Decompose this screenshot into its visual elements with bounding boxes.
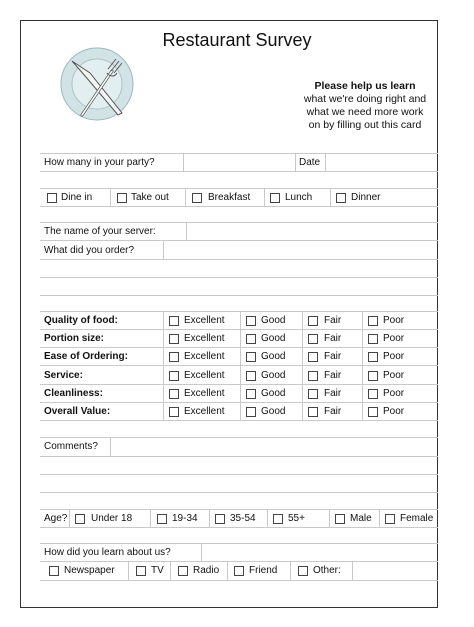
rating-checkbox[interactable] (246, 389, 256, 399)
rating-checkbox[interactable] (368, 371, 378, 381)
rule (163, 240, 164, 259)
age-under-18-checkbox[interactable] (75, 514, 85, 524)
rating-option-label: Fair (324, 406, 342, 417)
age-under-18-label: Under 18 (91, 513, 133, 524)
rating-checkbox[interactable] (308, 389, 318, 399)
plate-fork-knife-icon (60, 47, 134, 121)
rule (186, 222, 187, 240)
rule (209, 509, 210, 527)
rule (40, 420, 438, 421)
rule (40, 311, 438, 312)
female-checkbox[interactable] (385, 514, 395, 524)
rating-option-label: Excellent (184, 406, 225, 417)
rating-checkbox[interactable] (246, 316, 256, 326)
age-35-54-label: 35-54 (230, 513, 256, 524)
intro-line-2: what we need more work (306, 106, 424, 118)
rating-option-label: Good (261, 370, 286, 381)
rule (40, 492, 438, 493)
newspaper-label: Newspaper (64, 565, 115, 576)
lunch-checkbox[interactable] (270, 193, 280, 203)
rating-checkbox[interactable] (169, 352, 179, 362)
rule (110, 188, 111, 206)
radio-label: Radio (193, 565, 220, 576)
rating-checkbox[interactable] (308, 334, 318, 344)
radio-checkbox[interactable] (178, 566, 188, 576)
rating-checkbox[interactable] (368, 407, 378, 417)
rule (329, 509, 330, 527)
intro-heading: Please help us learn (314, 80, 416, 92)
male-label: Male (350, 513, 372, 524)
rule (227, 561, 228, 580)
rating-checkbox[interactable] (308, 352, 318, 362)
rating-option-label: Good (261, 406, 286, 417)
rule (150, 509, 151, 527)
rating-row-label: Cleanliness: (44, 388, 103, 399)
rating-option-label: Excellent (184, 333, 225, 344)
rule (40, 456, 438, 457)
party-size-field[interactable] (188, 168, 290, 169)
rule (110, 437, 111, 456)
rating-option-label: Excellent (184, 351, 225, 362)
rating-option-label: Poor (383, 406, 405, 417)
rule (40, 580, 438, 581)
rule (362, 311, 363, 420)
dine-in-label: Dine in (61, 192, 93, 203)
friend-checkbox[interactable] (234, 566, 244, 576)
rating-checkbox[interactable] (169, 407, 179, 417)
rule (185, 188, 186, 206)
page-title: Restaurant Survey (162, 30, 312, 50)
tv-label: TV (151, 565, 164, 576)
friend-label: Friend (249, 565, 278, 576)
rule (40, 384, 438, 385)
newspaper-checkbox[interactable] (49, 566, 59, 576)
tv-checkbox[interactable] (136, 566, 146, 576)
rule (295, 153, 296, 171)
rule (40, 277, 438, 278)
other-checkbox[interactable] (298, 566, 308, 576)
rating-checkbox[interactable] (368, 316, 378, 326)
breakfast-checkbox[interactable] (192, 193, 202, 203)
female-label: Female (400, 513, 434, 524)
lunch-label: Lunch (285, 192, 313, 203)
rating-option-label: Poor (383, 351, 405, 362)
learn-about-us-label: How did you learn about us? (44, 547, 171, 558)
rating-option-label: Excellent (184, 388, 225, 399)
rule (201, 543, 202, 561)
rule (40, 474, 438, 475)
rule (379, 509, 380, 527)
breakfast-label: Breakfast (208, 192, 251, 203)
rule (240, 311, 241, 420)
rating-option-label: Poor (383, 333, 405, 344)
rating-option-label: Fair (324, 315, 342, 326)
rule (325, 153, 326, 171)
rule (267, 509, 268, 527)
rating-checkbox[interactable] (169, 389, 179, 399)
age-label: Age? (44, 513, 68, 524)
rule (40, 402, 438, 403)
rule (69, 509, 70, 527)
rating-checkbox[interactable] (169, 334, 179, 344)
rule (264, 188, 265, 206)
rule (290, 561, 291, 580)
age-55-plus-label: 55+ (288, 513, 305, 524)
rule (40, 188, 438, 189)
male-checkbox[interactable] (335, 514, 345, 524)
rule (183, 153, 184, 171)
intro-text (300, 80, 430, 132)
rule (40, 295, 438, 296)
server-name-label: The name of your server: (44, 226, 156, 237)
rating-option-label: Poor (383, 388, 405, 399)
dinner-label: Dinner (351, 192, 381, 203)
rating-row-label: Overall Value: (44, 406, 111, 417)
rating-option-label: Good (261, 315, 286, 326)
rating-row-label: Ease of Ordering: (44, 351, 128, 362)
rule (40, 527, 438, 528)
dine-in-checkbox[interactable] (47, 193, 57, 203)
rule (163, 311, 164, 420)
rating-row-label: Portion size: (44, 333, 105, 344)
rule (40, 543, 438, 544)
rating-checkbox[interactable] (368, 352, 378, 362)
rating-checkbox[interactable] (368, 389, 378, 399)
rule (40, 561, 438, 562)
party-size-label: How many in your party? (44, 157, 155, 168)
age-55-plus-checkbox[interactable] (273, 514, 283, 524)
rule (330, 188, 331, 206)
rating-option-label: Good (261, 388, 286, 399)
rating-checkbox[interactable] (169, 316, 179, 326)
rating-option-label: Poor (383, 315, 405, 326)
rating-option-label: Fair (324, 370, 342, 381)
rating-option-label: Excellent (184, 370, 225, 381)
age-19-34-checkbox[interactable] (157, 514, 167, 524)
intro-line-3: on by filling out this card (308, 119, 422, 131)
rule (40, 153, 438, 154)
rule (170, 561, 171, 580)
rule (40, 206, 438, 207)
rule (40, 259, 438, 260)
age-35-54-checkbox[interactable] (215, 514, 225, 524)
rating-checkbox[interactable] (308, 407, 318, 417)
rule (40, 329, 438, 330)
order-label: What did you order? (44, 245, 135, 256)
take-out-label: Take out (131, 192, 169, 203)
rating-checkbox[interactable] (308, 371, 318, 381)
rating-checkbox[interactable] (368, 334, 378, 344)
rule (40, 347, 438, 348)
rule (40, 437, 438, 438)
rule (40, 171, 438, 172)
rule (40, 222, 438, 223)
rating-option-label: Poor (383, 370, 405, 381)
rating-checkbox[interactable] (246, 407, 256, 417)
rating-checkbox[interactable] (169, 371, 179, 381)
take-out-checkbox[interactable] (117, 193, 127, 203)
age-19-34-label: 19-34 (172, 513, 198, 524)
rating-checkbox[interactable] (246, 371, 256, 381)
intro-line-1: what we're doing right and (303, 93, 427, 105)
date-label: Date (299, 157, 321, 168)
rating-option-label: Fair (324, 351, 342, 362)
rating-checkbox[interactable] (246, 352, 256, 362)
rating-option-label: Fair (324, 388, 342, 399)
rating-row-label: Service: (44, 370, 83, 381)
rating-option-label: Excellent (184, 315, 225, 326)
rule (128, 561, 129, 580)
dinner-checkbox[interactable] (336, 193, 346, 203)
comments-label: Comments? (44, 441, 98, 452)
rating-row-label: Quality of food: (44, 315, 118, 326)
rating-option-label: Fair (324, 333, 342, 344)
rating-checkbox[interactable] (308, 316, 318, 326)
rule (352, 561, 353, 580)
rule (40, 365, 438, 366)
other-label: Other: (313, 565, 341, 576)
rule (302, 311, 303, 420)
rating-option-label: Good (261, 333, 286, 344)
rating-option-label: Good (261, 351, 286, 362)
rating-checkbox[interactable] (246, 334, 256, 344)
rule (40, 240, 438, 241)
